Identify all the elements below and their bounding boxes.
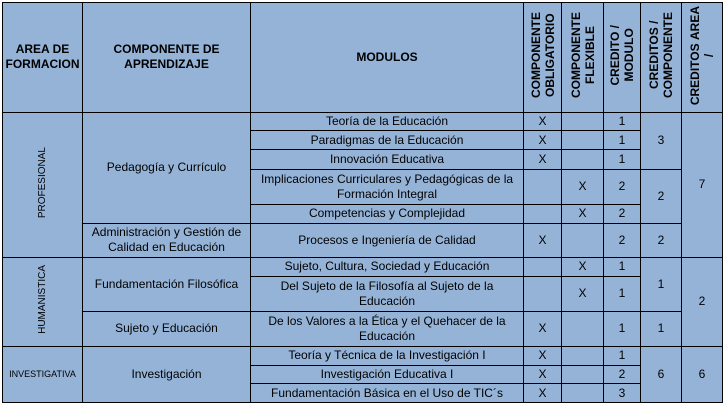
obligatorio-cell bbox=[524, 169, 562, 204]
flexible-cell: X bbox=[562, 205, 604, 224]
modulo-cell: Competencias y Complejidad bbox=[251, 205, 524, 224]
modulo-cell: Procesos e Ingeniería de Calidad bbox=[251, 223, 524, 257]
creditos-area-cell: 2 bbox=[682, 257, 723, 346]
header-creditos-componente: CREDITOS / COMPONENTE bbox=[641, 3, 682, 113]
creditos-componente-cell: 3 bbox=[641, 112, 682, 169]
flexible-cell bbox=[562, 346, 604, 365]
credito-cell: 1 bbox=[604, 311, 641, 346]
credito-cell: 1 bbox=[604, 346, 641, 365]
obligatorio-cell: X bbox=[524, 311, 562, 346]
obligatorio-cell: X bbox=[524, 112, 562, 131]
credito-cell: 2 bbox=[604, 223, 641, 257]
modulo-cell: Del Sujeto de la Filosofía al Sujeto de la Educación bbox=[251, 276, 524, 311]
credito-cell: 3 bbox=[604, 384, 641, 403]
obligatorio-cell: X bbox=[524, 131, 562, 150]
flexible-cell bbox=[562, 311, 604, 346]
table-row bbox=[3, 257, 723, 276]
table-row bbox=[3, 223, 723, 257]
curriculum-table bbox=[2, 2, 723, 403]
creditos-componente-cell: 1 bbox=[641, 257, 682, 311]
component-sujeto: Sujeto y Educación bbox=[83, 311, 251, 346]
obligatorio-cell: X bbox=[524, 150, 562, 170]
header-componente-obligatorio: COMPONENTE OBLIGATORIO bbox=[524, 3, 562, 113]
credito-cell: 2 bbox=[604, 365, 641, 384]
flexible-cell: X bbox=[562, 276, 604, 311]
header-componente-aprendizaje: COMPONENTE DE APRENDIZAJE bbox=[83, 3, 251, 113]
modulo-cell: Fundamentación Básica en el Uso de TIC´s bbox=[251, 384, 524, 403]
creditos-componente-cell: 1 bbox=[641, 311, 682, 346]
flexible-cell bbox=[562, 131, 604, 150]
header-area-formacion: AREA DE FORMACION bbox=[3, 3, 83, 113]
header-row bbox=[3, 3, 723, 113]
header-credito-modulo: CREDITO / MODULO bbox=[604, 3, 641, 113]
flexible-cell bbox=[562, 384, 604, 403]
flexible-cell bbox=[562, 150, 604, 170]
component-pedagogia: Pedagogía y Currículo bbox=[83, 112, 251, 223]
component-administracion: Administración y Gestión de Calidad en Educación bbox=[83, 223, 251, 257]
modulo-cell: Investigación Educativa I bbox=[251, 365, 524, 384]
flexible-cell bbox=[562, 365, 604, 384]
header-componente-flexible: COMPONENTE FLEXIBLE bbox=[562, 3, 604, 113]
credito-cell: 2 bbox=[604, 169, 641, 204]
credito-cell: 1 bbox=[604, 131, 641, 150]
modulo-cell: Teoría y Técnica de la Investigación I bbox=[251, 346, 524, 365]
credito-cell: 1 bbox=[604, 257, 641, 276]
obligatorio-cell: X bbox=[524, 223, 562, 257]
obligatorio-cell bbox=[524, 276, 562, 311]
table-row bbox=[3, 311, 723, 346]
table-row bbox=[3, 112, 723, 131]
credito-cell: 1 bbox=[604, 112, 641, 131]
area-humanistica: HUMANISTICA bbox=[3, 257, 83, 346]
obligatorio-cell bbox=[524, 257, 562, 276]
obligatorio-cell: X bbox=[524, 384, 562, 403]
modulo-cell: Implicaciones Curriculares y Pedagógicas de la Formación Integral bbox=[251, 169, 524, 204]
header-modulos: MODULOS bbox=[251, 3, 524, 113]
flexible-cell: X bbox=[562, 257, 604, 276]
component-fundamentacion: Fundamentación Filosófica bbox=[83, 257, 251, 311]
creditos-area-cell: 6 bbox=[682, 346, 723, 402]
creditos-componente-cell: 2 bbox=[641, 223, 682, 257]
credito-cell: 2 bbox=[604, 205, 641, 224]
area-investigativa: INVESTIGATIVA bbox=[3, 346, 83, 402]
modulo-cell: Teoría de la Educación bbox=[251, 112, 524, 131]
header-creditos-area: CREDITOS AREA / bbox=[682, 3, 723, 113]
credito-cell: 1 bbox=[604, 150, 641, 170]
creditos-componente-cell: 6 bbox=[641, 346, 682, 402]
area-profesional: PROFESIONAL bbox=[3, 112, 83, 257]
modulo-cell: De los Valores a la Ética y el Quehacer de la Educación bbox=[251, 311, 524, 346]
flexible-cell bbox=[562, 112, 604, 131]
creditos-area-cell: 7 bbox=[682, 112, 723, 257]
obligatorio-cell: X bbox=[524, 346, 562, 365]
modulo-cell: Sujeto, Cultura, Sociedad y Educación bbox=[251, 257, 524, 276]
component-investigacion: Investigación bbox=[83, 346, 251, 402]
credito-cell: 1 bbox=[604, 276, 641, 311]
flexible-cell: X bbox=[562, 169, 604, 204]
flexible-cell bbox=[562, 223, 604, 257]
modulo-cell: Innovación Educativa bbox=[251, 150, 524, 170]
table-row bbox=[3, 346, 723, 365]
obligatorio-cell: X bbox=[524, 365, 562, 384]
creditos-componente-cell: 2 bbox=[641, 169, 682, 223]
modulo-cell: Paradigmas de la Educación bbox=[251, 131, 524, 150]
obligatorio-cell bbox=[524, 205, 562, 224]
